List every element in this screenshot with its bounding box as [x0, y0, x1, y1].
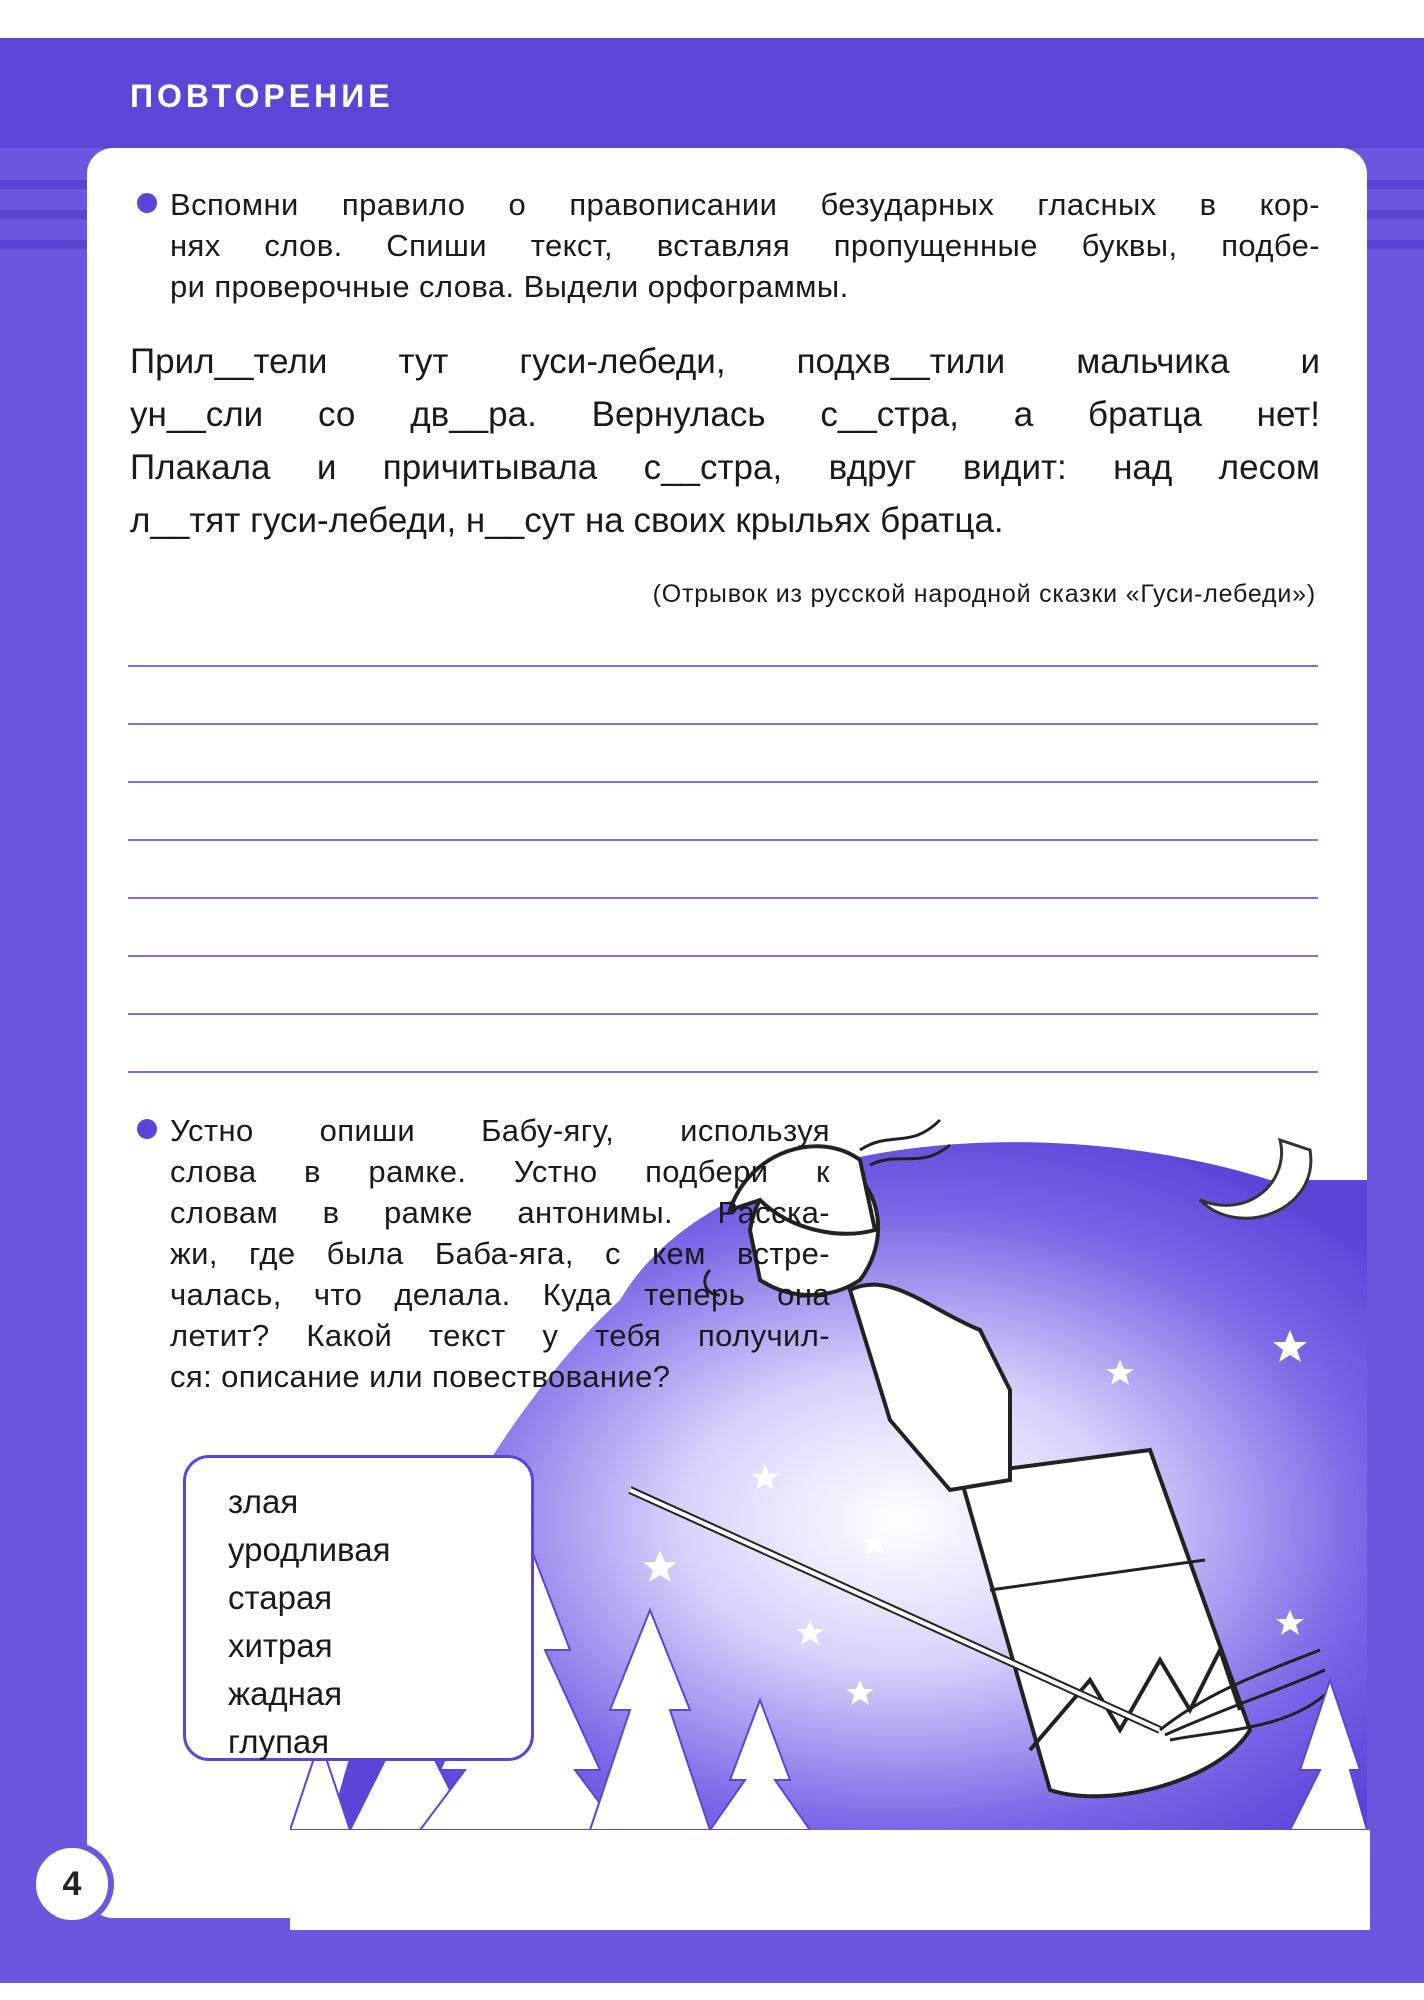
writing-line[interactable] — [128, 1013, 1318, 1015]
word-box — [183, 1455, 534, 1761]
passage-line: л__тят гуси-лебеди, н__сут на своих крыльях братца. — [130, 501, 1004, 540]
list-item: жадная — [228, 1675, 343, 1712]
bullet-icon — [137, 193, 157, 213]
instruction-line: слова в рамке. Устно подбери к — [170, 1154, 830, 1189]
passage-line: Прил__тели тут гуси-лебеди, подхв__тили мальчика и — [130, 342, 1320, 381]
writing-line[interactable] — [128, 897, 1318, 899]
source-citation: (Отрывок из русской народной сказки «Гуси-лебеди») — [652, 580, 1316, 608]
fairy-tale-passage — [130, 335, 1320, 547]
task1-instruction — [170, 184, 1320, 307]
instruction-line: ся: описание или повествование? — [170, 1359, 671, 1394]
passage-line: ун__сли со дв__ра. Вернулась с__стра, а братца нет! — [130, 395, 1320, 434]
instruction-line: ри проверочные слова. Выдели орфограммы. — [170, 269, 849, 304]
instruction-line: жи, где была Баба-яга, с кем встре- — [170, 1236, 830, 1271]
passage-line: Плакала и причитывала с__стра, вдруг видит: над лесом — [130, 448, 1320, 487]
page-number: 4 — [30, 1842, 114, 1926]
instruction-line: Вспомни правило о правописании безударных гласных в кор- — [170, 187, 1320, 222]
instruction-line: нях слов. Спиши текст, вставляя пропущенные буквы, подбе- — [170, 228, 1320, 263]
list-item: злая — [228, 1483, 299, 1520]
instruction-line: Устно опиши Бабу-ягу, используя — [170, 1113, 830, 1148]
writing-line[interactable] — [128, 665, 1318, 667]
writing-line[interactable] — [128, 723, 1318, 725]
writing-line[interactable] — [128, 781, 1318, 783]
adjective-list — [186, 1458, 531, 1766]
writing-line[interactable] — [128, 1071, 1318, 1073]
list-item: уродливая — [228, 1531, 391, 1568]
instruction-line: летит? Какой текст у тебя получил- — [170, 1318, 830, 1353]
list-item: хитрая — [228, 1627, 333, 1664]
section-title: ПОВТОРЕНИЕ — [130, 78, 394, 114]
writing-line[interactable] — [128, 839, 1318, 841]
list-item: старая — [228, 1579, 333, 1616]
writing-line[interactable] — [128, 955, 1318, 957]
instruction-line: чалась, что делала. Куда теперь она — [170, 1277, 830, 1312]
task2-instruction — [170, 1110, 830, 1397]
list-item: глупая — [228, 1723, 330, 1760]
instruction-line: словам в рамке антонимы. Расска- — [170, 1195, 830, 1230]
bullet-icon — [137, 1119, 157, 1139]
